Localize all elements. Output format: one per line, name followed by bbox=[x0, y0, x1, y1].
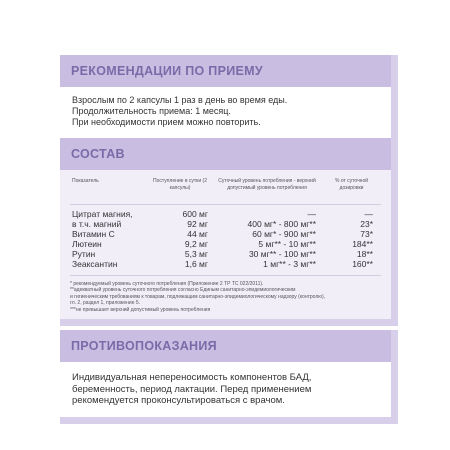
recommendations-line: При необходимости прием можно повторить. bbox=[72, 117, 261, 127]
recommendations-card bbox=[60, 55, 398, 145]
row-level: 400 мг* - 800 мг** bbox=[247, 218, 316, 229]
row-name: Цитрат магния, bbox=[72, 208, 133, 219]
footnote: ***не превышает верхний допустимый уровень потребления bbox=[70, 306, 211, 313]
row-amount: 5,3 мг bbox=[184, 248, 208, 259]
row-amount: 44 мг bbox=[187, 228, 208, 239]
table-row bbox=[70, 239, 381, 249]
row-name: Лютеин bbox=[72, 238, 102, 249]
contraindications-text: Индивидуальная непереносимость компонентов БАД, беременность, период лактации. Перед применением рекомендуется проконсультироваться с врачом. bbox=[72, 372, 312, 406]
composition-body bbox=[60, 170, 391, 319]
row-amount: 9,2 мг bbox=[184, 238, 208, 249]
table-header-row bbox=[70, 178, 381, 204]
row-level: 30 мг** - 100 мг** bbox=[248, 248, 316, 259]
row-level: — bbox=[307, 208, 316, 219]
row-level: 1 мг** - 3 мг** bbox=[263, 258, 316, 269]
recommendations-body bbox=[60, 87, 391, 138]
table-row bbox=[70, 259, 381, 269]
row-amount: 1,6 мг bbox=[184, 258, 208, 269]
recommendations-title: РЕКОМЕНДАЦИИ ПО ПРИЕМУ bbox=[60, 55, 391, 87]
header-name: Показатель bbox=[72, 178, 99, 184]
row-pct: — bbox=[364, 208, 373, 219]
footnote: * рекомендуемый уровень суточного потребления (Приложение 2 ТР ТС 022/2011). bbox=[70, 280, 264, 287]
row-name: Витамин С bbox=[72, 228, 115, 239]
row-level: 60 мг* - 900 мг** bbox=[252, 228, 316, 239]
footnote: и гигиеническим требованиям к товарам, подлежащим санитарно-эпидемиологическому надзору (контролю), bbox=[70, 293, 326, 300]
row-pct: 73* bbox=[360, 228, 373, 239]
table-row bbox=[70, 204, 381, 219]
composition-title: СОСТАВ bbox=[60, 138, 391, 170]
row-pct: 23* bbox=[360, 218, 373, 229]
row-name: Зеаксантин bbox=[72, 258, 118, 269]
row-name: в т.ч. магний bbox=[72, 218, 122, 229]
header-amount: Поступление в сутки (2 капсулы) bbox=[152, 178, 207, 191]
contraindications-card bbox=[60, 330, 398, 424]
footnote: гл. 2, раздел 1, приложение 5. bbox=[70, 300, 141, 306]
table-row bbox=[70, 219, 381, 229]
recommendations-line: Продолжительность приема: 1 месяц. bbox=[72, 106, 231, 116]
row-name: Рутин bbox=[72, 248, 96, 259]
row-amount: 600 мг bbox=[182, 208, 208, 219]
recommendations-line: Взрослым по 2 капсулы 1 раз в день во время еды. bbox=[72, 95, 288, 105]
table-row bbox=[70, 229, 381, 239]
row-pct: 160** bbox=[352, 258, 373, 269]
footnote: **адекватный уровень суточного потребления согласно Единым санитарно-эпидемиологическим bbox=[70, 287, 296, 293]
composition-table bbox=[70, 178, 381, 269]
row-pct: 184** bbox=[352, 238, 373, 249]
contraindications-body bbox=[60, 362, 391, 417]
header-pct: % от суточной дозировки bbox=[334, 178, 369, 191]
composition-card bbox=[60, 138, 398, 326]
row-pct: 18** bbox=[356, 248, 373, 259]
composition-footnotes bbox=[70, 275, 381, 314]
contraindications-title: ПРОТИВОПОКАЗАНИЯ bbox=[60, 330, 391, 362]
row-amount: 92 мг bbox=[187, 218, 208, 229]
table-row bbox=[70, 249, 381, 259]
header-level: Суточный уровень потребления - верхний допустимый уровень потребления bbox=[218, 178, 316, 191]
row-level: 5 мг** - 10 мг** bbox=[258, 238, 316, 249]
